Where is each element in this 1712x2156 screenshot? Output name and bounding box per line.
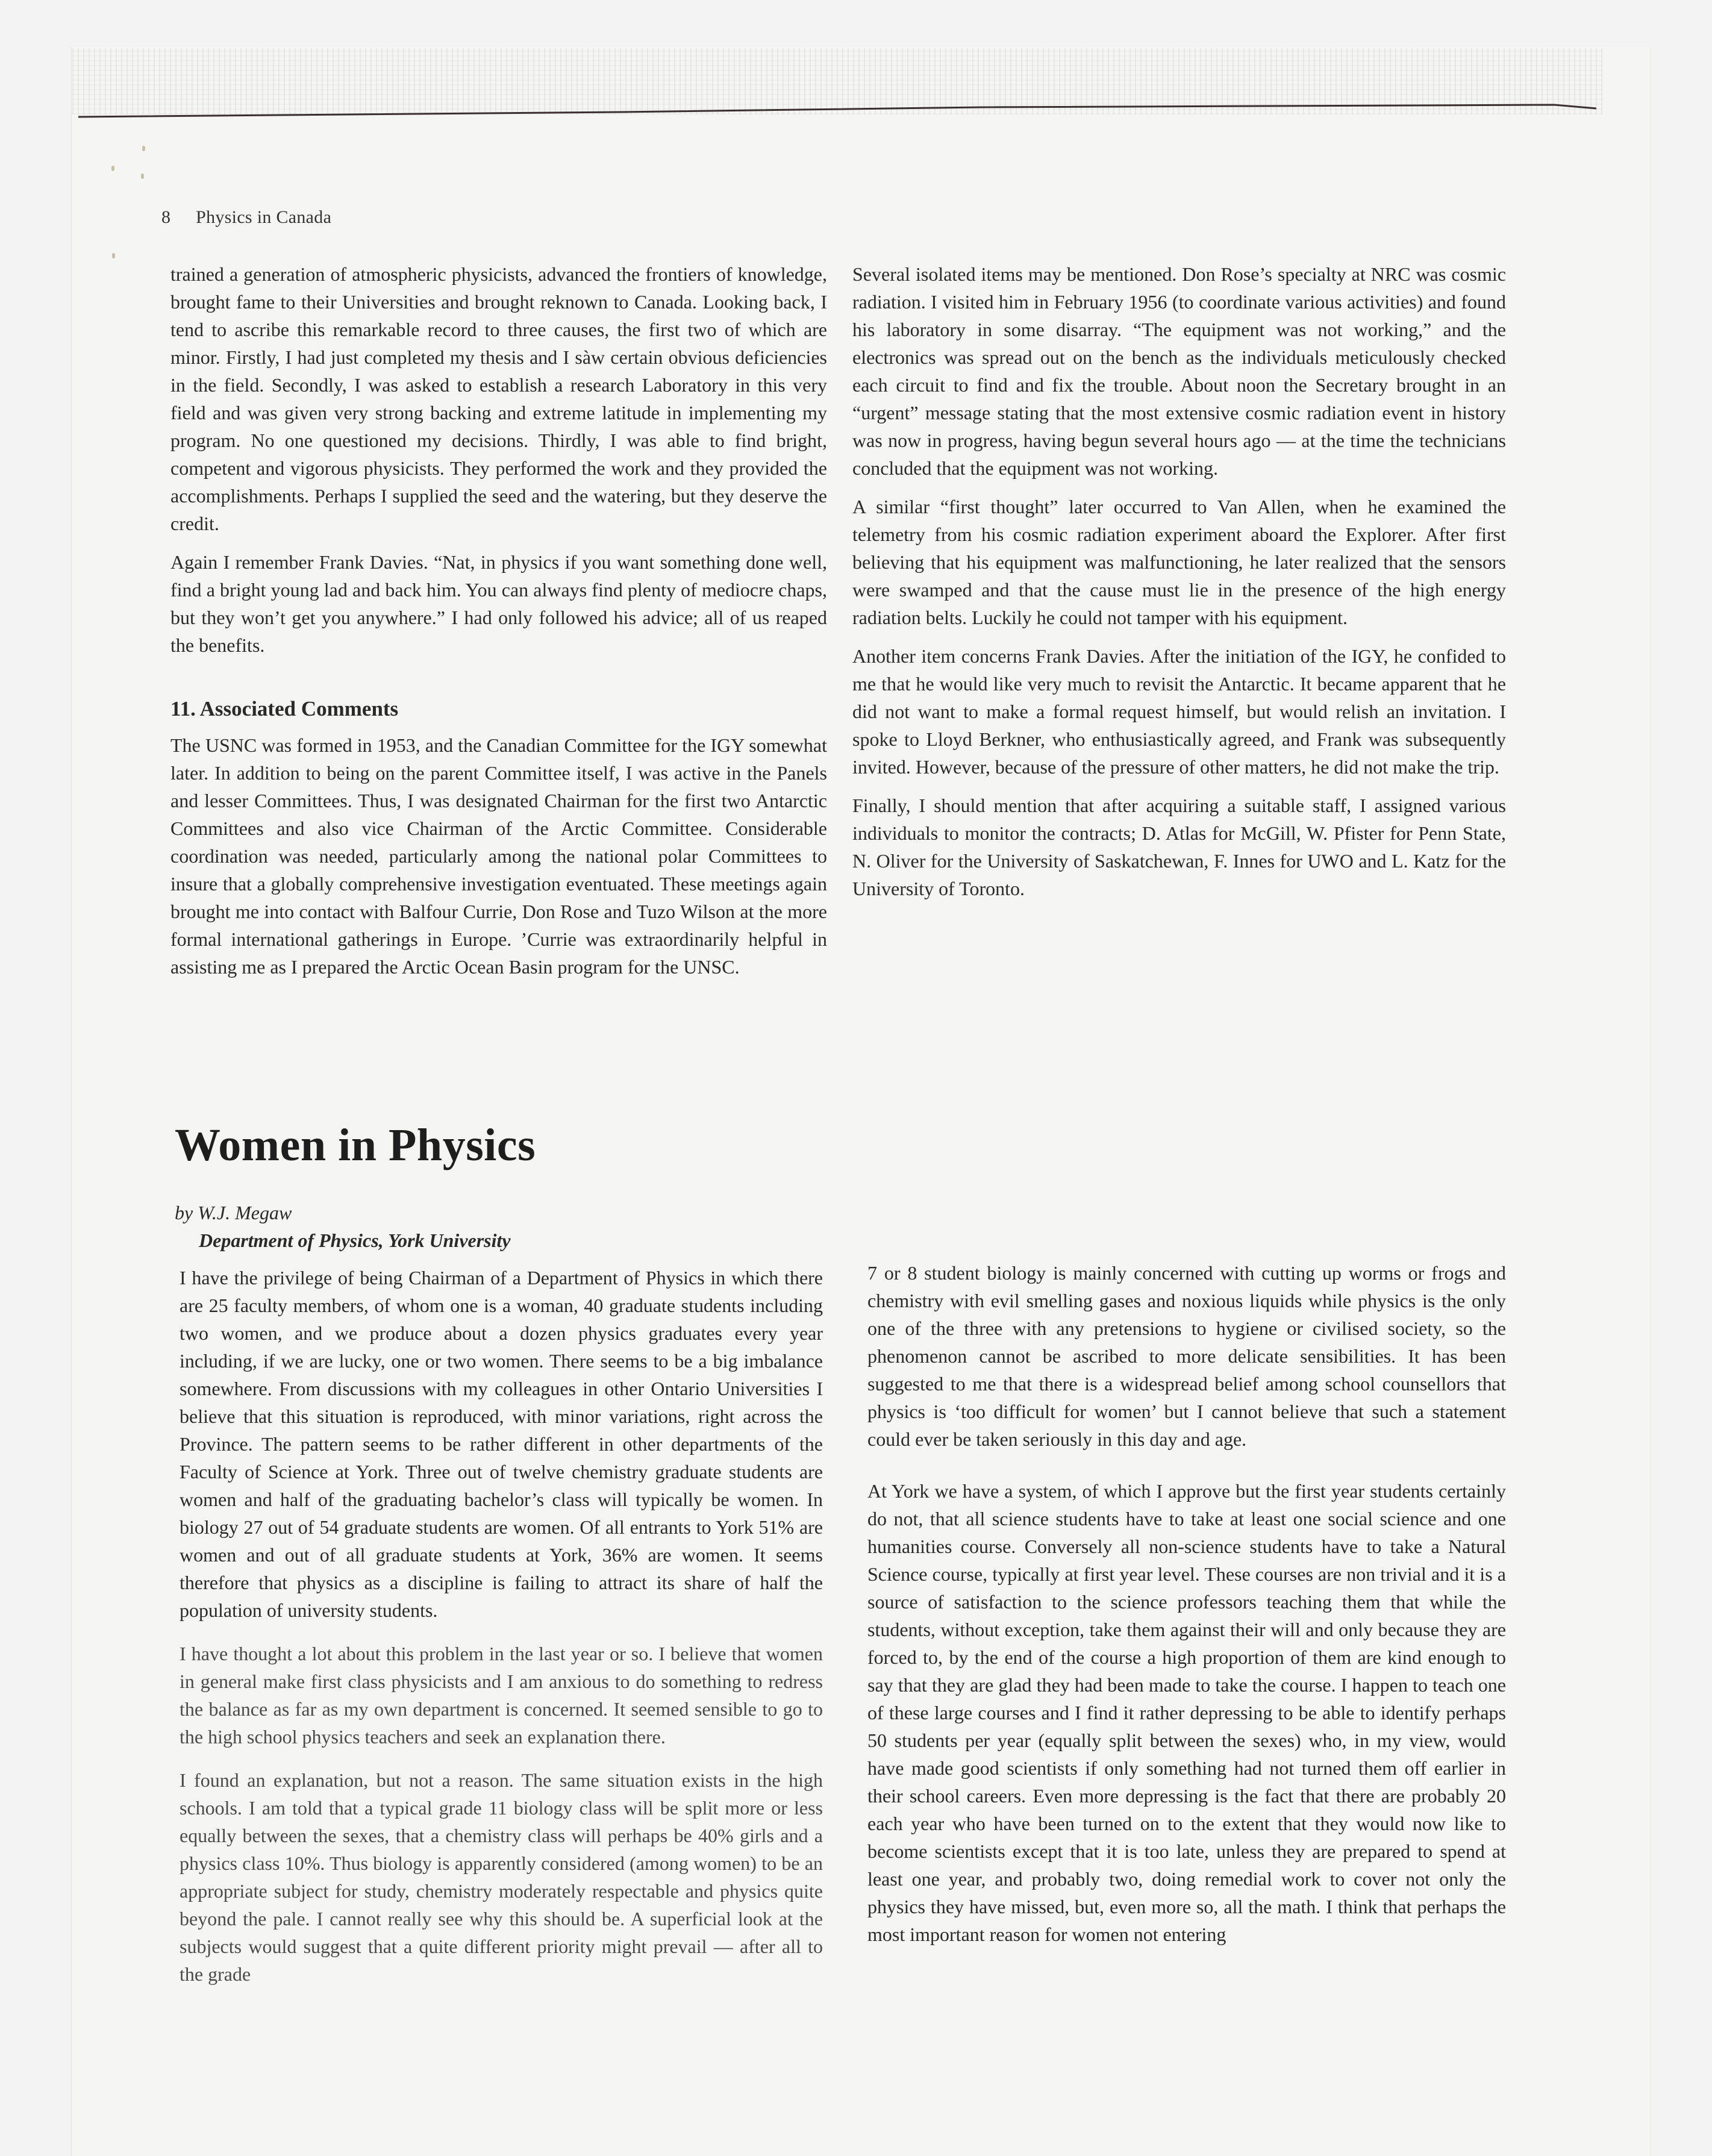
scan-edge-line xyxy=(78,101,1596,119)
paragraph: Several isolated items may be mentioned. Don Rose’s specialty at NRC was cosmic radiation. I visited him in February 1956 (to coordinate various activities) and found his laboratory in some disarray. “The equipment was not working,” and the electronics was spread out on the bench as the individuals meticulously checked each circuit to find and fix the trouble. About noon the Secretary brought in an “urgent” message stating that the most extensive cosmic radiation event in history was now in progress, having begun several hours ago — at the time the technicians concluded that the equipment was not working. xyxy=(852,263,1506,479)
paragraph: A similar “first thought” later occurred to Van Allen, when he examined the telemetry from his cosmic radiation experiment aboard the Explorer. After first believing that his equipment was malfunctioning, he later realized that the sensors were swamped and that the cause must lie in the presence of the high energy radiation belts. Luckily he could not tamper with his equipment. xyxy=(852,496,1506,628)
paragraph: trained a generation of atmospheric physicists, advanced the frontiers of knowledge, brought fame to their Universities and brought reknown to Canada. Looking back, I tend to ascribe this remarkable record to three causes, the first two of which are minor. Firstly, I had just completed my thesis and I sàw certain obvious deficiencies in the field. Secondly, I was asked to establish a research Laboratory in this very field and was given very strong backing and extreme latitude in implementing my program. No one questioned my decisions. Thirdly, I was able to find bright, competent and vigorous physicists. They performed the work and they provided the accomplishments. Perhaps I supplied the seed and the watering, but they deserve the credit. xyxy=(170,263,827,534)
page-number: 8 xyxy=(161,207,171,227)
paragraph: 7 or 8 student biology is mainly concerned with cutting up worms or frogs and chemistry with evil smelling gases and noxious liquids while physics is the only one of the three with any pretensions to hygiene or civilised society, so the phenomenon cannot be ascribed to more delicate sensibilities. It has been suggested to me that there is a widespread belief among school counsellors that physics is ‘too difficult for women’ but I cannot believe that such a statement could ever be taken seriously in this day and age. xyxy=(867,1262,1506,1450)
paragraph: Again I remember Frank Davies. “Nat, in physics if you want something done well, find a bright young lad and back him. You can always find plenty of mediocre chaps, but they won’t get you anywhere.” I had only followed his advice; all of us reaped the benefits. xyxy=(170,551,827,656)
paragraph: I found an explanation, but not a reason. The same situation exists in the high schools. I am told that a typical grade 11 biology class will be split more or less equally between the sexes, that a chemistry class will perhaps be 40% girls and a physics class 10%. Thus biology is apparently considered (among women) to be an appropriate subject for study, chemistry moderately respectable and physics quite beyond the pale. I cannot really see why this should be. A superficial look at the subjects would suggest that a quite different priority might prevail — after all to the grade xyxy=(180,1769,823,1985)
scan-speck xyxy=(141,173,144,179)
article-left-column xyxy=(180,1264,823,2004)
affiliation: Department of Physics, York University xyxy=(199,1230,511,1251)
previous-article-right-column xyxy=(852,260,1506,913)
scan-speck xyxy=(112,253,115,258)
previous-article-left-column xyxy=(170,260,827,992)
scan-speck xyxy=(142,146,145,151)
paragraph: Another item concerns Frank Davies. After the initiation of the IGY, he confided to me that he would like very much to revisit the Antarctic. It became apparent that he did not want to make a formal request himself, but would relish an invitation. I spoke to Lloyd Berkner, who enthusiastically agreed, and Frank was subsequently invited. However, because of the pressure of other matters, he did not make the trip. xyxy=(852,645,1506,778)
scan-speck xyxy=(111,166,114,171)
journal-title: Physics in Canada xyxy=(196,207,332,227)
author: by W.J. Megaw xyxy=(175,1202,292,1223)
paragraph: I have thought a lot about this problem in the last year or so. I believe that women in general make first class physicists and I am anxious to do something to redress the balance as far as my own department is concerned. It seemed sensible to go to the high school physics teachers and seek an explanation there. xyxy=(180,1643,823,1748)
article-right-column xyxy=(867,1259,1506,1972)
article-byline xyxy=(175,1199,511,1254)
running-head xyxy=(161,207,331,228)
article-title: Women in Physics xyxy=(175,1120,536,1170)
paragraph: The USNC was formed in 1953, and the Canadian Committee for the IGY somewhat later. In addition to being on the parent Committee itself, I was active in the Panels and lesser Committees. Thus, I was designated Chairman for the first two Antarctic Committees and also vice Chairman of the Arctic Committee. Considerable coordination was needed, particularly among the national polar Committees to insure that a globally comprehensive investigation eventuated. These meetings again brought me into contact with Balfour Currie, Don Rose and Tuzo Wilson at the more formal international gatherings in Europe. ’Currie was extraordinarily helpful in assisting me as I prepared the Arctic Ocean Basin program for the UNSC. xyxy=(170,734,827,978)
paragraph: At York we have a system, of which I approve but the first year students certainly do not, that all science students have to take at least one social science and one humanities course. Conversely all non-science students have to take a Natural Science course, typically at first year level. These courses are non trivial and it is a source of satisfaction to the science professors teaching them that while the students, without exception, take them against their will and only because they are forced to, by the end of the course a high proportion of them are kind enough to say that they are glad they had been made to take the course. I happen to teach one of these large courses and I find it rather depressing to be able to identify perhaps 50 students per year (equally split between the sexes) who, in my view, would have made good scientists if only something had not turned them off earlier in their school careers. Even more depressing is the fact that there are probably 20 each year who have been turned on to the extent that they would now like to become scientists except that it is too late, unless they are prepared to spend at least one year, and probably two, doing remedial work to cover not only the physics they have missed, but, even more so, all the math. I think that perhaps the most important reason for women not entering xyxy=(867,1480,1506,1945)
paragraph: I have the privilege of being Chairman of a Department of Physics in which there are 25 faculty members, of whom one is a woman, 40 graduate students including two women, and we produce about a dozen physics graduates every year including, if we are lucky, one or two women. There seems to be a big imbalance somewhere. From discussions with my colleagues in other Ontario Universities I believe that this situation is reproduced, with minor variations, right across the Province. The pattern seems to be rather different in other departments of the Faculty of Science at York. Three out of twelve chemistry graduate students are women and half of the graduating bachelor’s class will typically be women. In biology 27 out of 54 graduate students are women. Of all entrants to York 51% are women and out of all graduate students at York, 36% are women. It seems therefore that physics as a discipline is failing to attract its share of half the population of university students. xyxy=(180,1267,823,1621)
section-heading: 11. Associated Comments xyxy=(170,697,399,720)
paragraph: Finally, I should mention that after acquiring a suitable staff, I assigned various individuals to monitor the contracts; D. Atlas for McGill, W. Pfister for Penn State, N. Oliver for the University of Saskatchewan, F. Innes for UWO and L. Katz for the University of Toronto. xyxy=(852,795,1506,899)
